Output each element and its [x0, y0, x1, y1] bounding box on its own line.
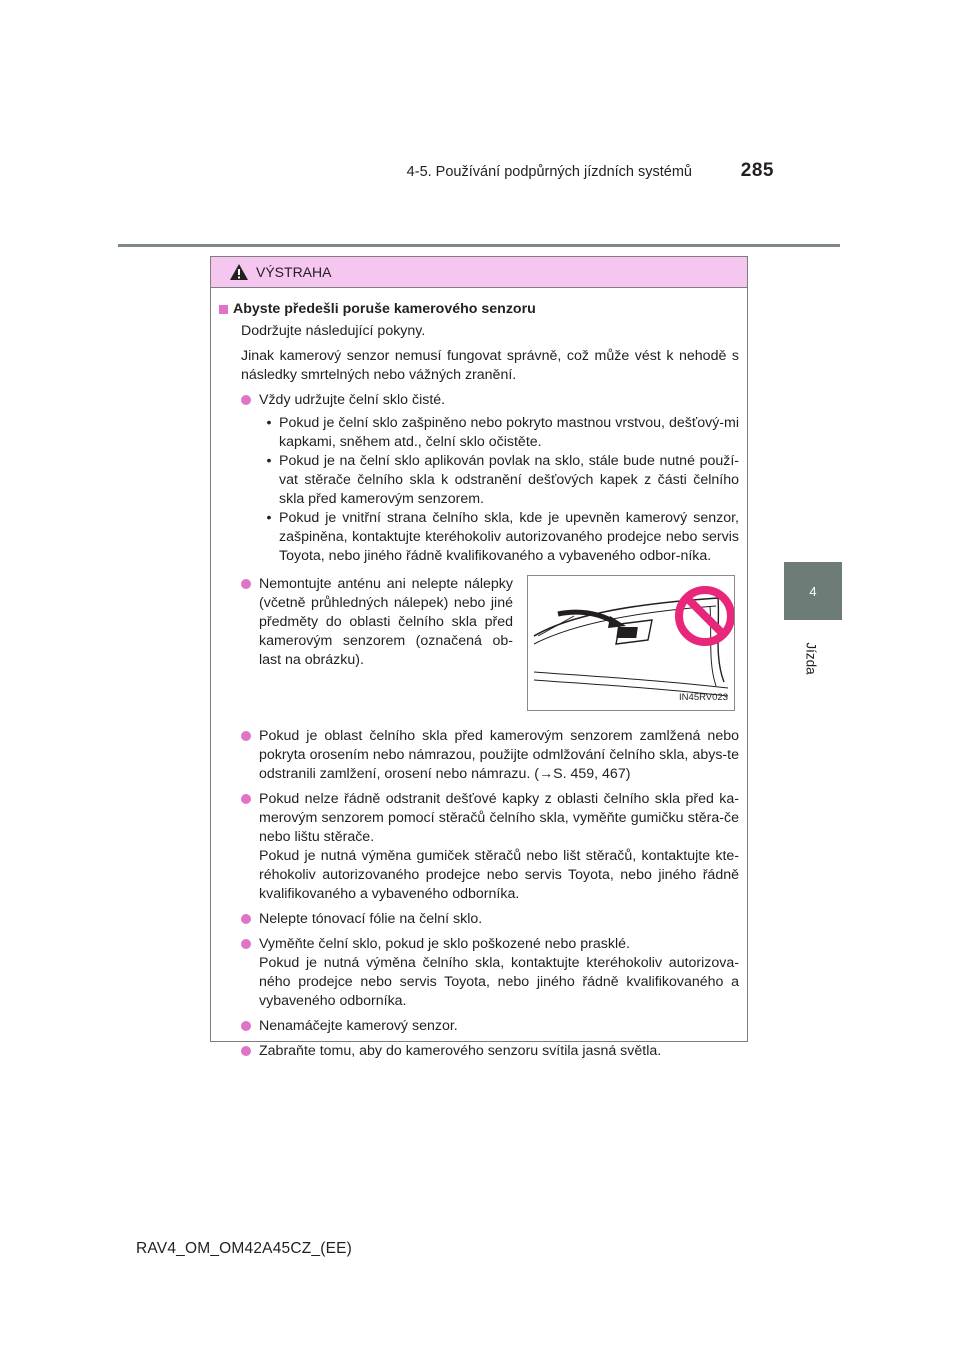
warning-label: VÝSTRAHA — [256, 264, 332, 280]
list-item-text: Vždy udržujte čelní sklo čisté. — [259, 392, 446, 408]
warning-title — [219, 300, 739, 319]
dot-bullet-icon — [241, 914, 251, 924]
list-item-text: Nelepte tónovací fólie na čelní sklo. — [259, 911, 483, 927]
dot-bullet-icon — [241, 794, 251, 804]
chapter-number: 4 — [809, 583, 817, 599]
document-code: RAV4_OM_OM42A45CZ_(EE) — [136, 1240, 353, 1257]
sub-item-text: Pokud je na čelní sklo aplikován povlak na sklo, stále bude nutné použí-vat stěrače čelního skla k odstranění dešťových kapek z části čelního skla před kamerovým senzorem. — [279, 453, 739, 507]
header-rule — [118, 244, 840, 247]
list-item — [237, 727, 739, 784]
sub-item-text: Pokud je čelní sklo zašpiněno nebo pokryto mastnou vrstvou, dešťový-mi kapkami, sněhem atd., čelní sklo očistěte. — [279, 415, 739, 450]
list-item — [237, 1017, 739, 1036]
list-item — [237, 790, 739, 904]
windshield-figure — [527, 575, 735, 711]
dot-bullet-icon — [241, 1021, 251, 1031]
chapter-label-text: Jízda — [803, 641, 819, 675]
sub-item: • Pokud je na čelní sklo aplikován povlak na sklo, stále bude nutné použí-vat stěrače čelního skla k odstranění dešťových kapek z části čelního skla před kamerovým senzorem. — [266, 453, 739, 507]
list-item — [237, 935, 739, 1011]
figure-code: IN45RV023 — [679, 692, 728, 703]
dot-bullet-icon — [241, 579, 251, 589]
warning-content — [211, 288, 747, 1061]
list-item-text: Nemontujte anténu ani nelepte nálepky (včetně průhledných nálepek) nebo jiné předměty do oblasti čelního skla před kamerovým senzorem (označená ob-last na obrázku). — [259, 576, 513, 668]
dot-bullet-icon — [241, 395, 251, 405]
list-item-text: Nenamáčejte kamerový senzor. — [259, 1018, 458, 1034]
page-number: 285 — [740, 160, 774, 181]
square-bullet-icon — [219, 305, 228, 314]
list-item — [237, 575, 513, 711]
dot-bullet-icon — [241, 1046, 251, 1056]
list-item-text: Pokud je nutná výměna čelního skla, kontaktujte kteréhokoliv autorizova-ného prodejce nebo servis Toyota, nebo jiného řádně kvalifikovaného a vybaveného odborníka. — [259, 955, 739, 1009]
list-item-text: Vyměňte čelní sklo, pokud je sklo poškozené nebo prasklé. — [259, 936, 630, 952]
dot-bullet-icon — [241, 731, 251, 741]
sub-item-text: Pokud je vnitřní strana čelního skla, kde je upevněn kamerový senzor, zašpiněna, kontaktujte kteréhokoliv autorizovaného prodejce nebo servis Toyota, nebo jiného řádně kvalifikovaného a vybaveného odbor-níka. — [279, 510, 739, 564]
intro-text-2: Jinak kamerový senzor nemusí fungovat správně, což může vést k nehodě s následky smrtelných nebo vážných zranění. — [241, 348, 739, 383]
list-item-text: Pokud je oblast čelního skla před kamerovým senzorem zamlžená nebo pokryta orosením nebo námrazou, použijte odmlžování čelního skla, abys-te odstranili zamlžení, orosení nebo námrazu. (→S. 459, 467) — [259, 728, 739, 782]
list-item-text: Pokud nelze řádně odstranit dešťové kapky z oblasti čelního skla před ka-merovým senzorem pomocí stěračů čelního skla, vyměňte gumičku stěra-če nebo lištu stěrače. — [259, 791, 739, 845]
list-item-text: Zabraňte tomu, aby do kamerového senzoru svítila jasná světla. — [259, 1043, 662, 1059]
list-item — [237, 391, 739, 566]
chapter-tab — [784, 562, 842, 620]
dot-bullet-icon — [241, 939, 251, 949]
figure-row — [237, 575, 739, 711]
intro-text-1: Dodržujte následující pokyny. — [241, 323, 426, 339]
sub-list — [259, 414, 739, 566]
warning-header — [211, 257, 747, 288]
list-item — [237, 910, 739, 929]
warning-box — [210, 256, 748, 1059]
chapter-label — [796, 628, 826, 688]
sub-item: • Pokud je čelní sklo zašpiněno nebo pokryto mastnou vrstvou, dešťový-mi kapkami, sněhem atd., čelní sklo očistěte. — [266, 415, 739, 450]
warning-triangle-icon — [229, 263, 249, 281]
list-item-text: Pokud je nutná výměna gumiček stěračů nebo lišt stěračů, kontaktujte kte-réhokoliv autorizovaného prodejce nebo servis Toyota, nebo jiného řádně kvalifikovaného a vybaveného odborníka. — [259, 848, 739, 902]
sub-item: • Pokud je vnitřní strana čelního skla, kde je upevněn kamerový senzor, zašpiněna, kontaktujte kteréhokoliv autorizovaného prodejce nebo servis Toyota, nebo jiného řádně kvalifikovaného a vybaveného odbor-níka. — [266, 510, 739, 564]
warning-title-text: Abyste předešli poruše kamerového senzoru — [233, 301, 536, 317]
section-title: 4-5. Používání podpůrných jízdních systémů — [406, 164, 692, 180]
list-item — [237, 1042, 739, 1061]
